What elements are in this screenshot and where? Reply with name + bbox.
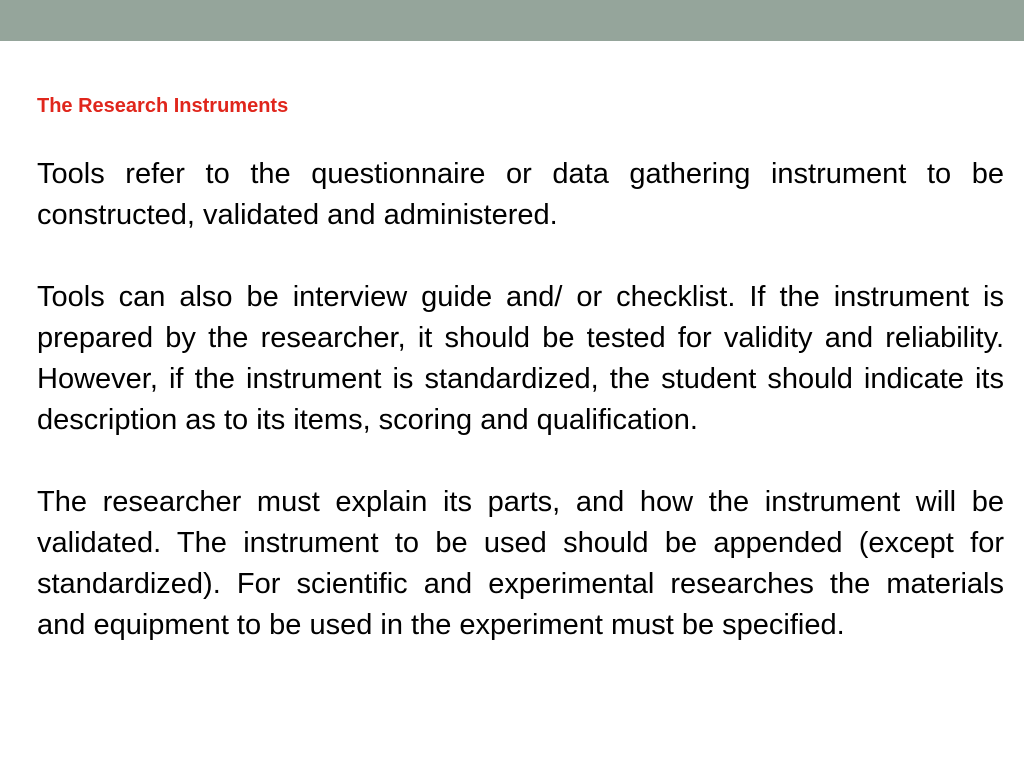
body-paragraph-3: The researcher must explain its parts, and how the instrument will be validated. The instrument to be used should be appended (except for standardized). For scientific and experimental researches the materials and equipment to be used in the experiment must be specified.	[37, 486, 1004, 641]
slide-title: The Research Instruments	[37, 95, 289, 117]
slide-header-bar	[0, 0, 1024, 41]
body-paragraph-2: Tools can also be interview guide and/ or checklist. If the instrument is prepared by the researcher, it should be tested for validity and reliability. However, if the instrument is standardized, the student should indicate its description as to its items, scoring and qualification.	[37, 281, 1004, 436]
body-paragraph-1: Tools refer to the questionnaire or data gathering instrument to be constructed, validated and administered.	[37, 158, 1004, 231]
slide-body	[37, 154, 1004, 646]
